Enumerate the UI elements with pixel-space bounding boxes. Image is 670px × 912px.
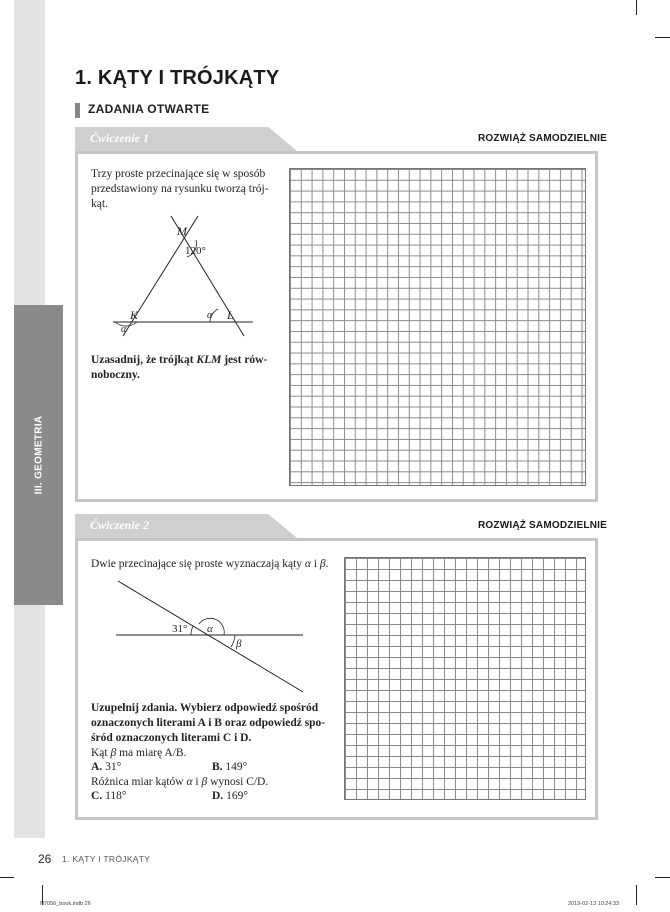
print-slug-date: 2019-02-13 10:24:33 xyxy=(568,901,620,907)
option-c[interactable] xyxy=(91,789,127,804)
q1-beta: β xyxy=(110,747,117,759)
exercise2-intro-beta: β xyxy=(319,558,326,570)
option-b[interactable] xyxy=(212,760,247,775)
exercise1-title: Ćwiczenie 1 xyxy=(90,131,149,145)
crop-mark xyxy=(636,0,637,15)
angle-arc-beta xyxy=(231,635,235,647)
q1-suffix: ma miarę A/B. xyxy=(116,747,187,759)
alpha-k-label: α xyxy=(121,324,127,335)
exercise2-title: Ćwiczenie 2 xyxy=(90,518,149,532)
vertex-m-label: M xyxy=(177,224,187,238)
option-d-label: D. xyxy=(212,790,224,802)
exercise1-triangle-figure xyxy=(105,212,265,337)
exercise1-task-triangle: KLM xyxy=(196,354,222,366)
exercise2-task xyxy=(91,701,341,746)
exercise2-mode: ROZWIĄŻ SAMODZIELNIE xyxy=(478,520,607,531)
exercise2-task-line: oznaczonych literami A i B oraz odpowiedź spo- xyxy=(91,717,326,729)
exercise1-task-prefix: Uzasadnij, że trójkąt xyxy=(91,354,197,366)
exercise1-task-suffix: jest rów- xyxy=(221,354,268,366)
exercise1-task xyxy=(91,353,281,383)
exercise1-mode: ROZWIĄŻ SAMODZIELNIE xyxy=(478,133,607,144)
exercise2-angles-figure xyxy=(110,575,310,700)
crop-mark xyxy=(636,885,637,905)
beta-label: β xyxy=(236,638,242,650)
exercise1-intro-line: Trzy proste przecinające się w sposób xyxy=(91,168,266,180)
section-label: ZADANIA OTWARTE xyxy=(88,102,210,116)
page-number: 26 xyxy=(38,852,52,866)
option-d-value: 169° xyxy=(226,790,248,802)
exercise2-intro-alpha: α xyxy=(304,558,311,570)
exercise2-question1 xyxy=(91,746,341,761)
q2-prefix: Różnica miar kątów xyxy=(91,776,187,788)
vertex-l-label: L xyxy=(227,308,234,322)
option-a[interactable] xyxy=(91,760,121,775)
crop-mark xyxy=(0,877,14,878)
angle-120-label: 120° xyxy=(185,245,206,257)
angle-31-label: 31° xyxy=(172,623,188,635)
alpha-label: α xyxy=(207,623,213,635)
q2-and: i xyxy=(192,776,202,788)
crop-mark xyxy=(655,37,670,38)
exercise1-intro xyxy=(91,167,281,212)
exercise2-task-line: Uzupełnij zdania. Wybierz odpowiedź spośród xyxy=(91,702,319,714)
option-a-label: A. xyxy=(91,761,103,773)
alpha-l-label: α xyxy=(207,310,213,321)
exercise1-answer-grid[interactable] xyxy=(289,168,586,486)
option-c-value: 118° xyxy=(105,790,127,802)
crop-mark xyxy=(655,877,670,878)
option-d[interactable] xyxy=(212,789,248,804)
slanted-line xyxy=(118,581,303,692)
option-b-value: 149° xyxy=(225,761,248,773)
angle-arc-31 xyxy=(191,626,193,635)
option-a-value: 31° xyxy=(105,761,122,773)
q2-alpha: α xyxy=(186,776,193,788)
q2-suffix: wynosi C/D. xyxy=(207,776,269,788)
exercise1-intro-line: przedstawiony na rysunku tworzą trój- xyxy=(91,183,269,195)
page-title: 1. KĄTY I TRÓJKĄTY xyxy=(75,67,280,89)
exercise2-intro-prefix: Dwie przecinające się proste wyznaczają kąty xyxy=(91,558,305,570)
running-title: 1. KĄTY I TRÓJKĄTY xyxy=(62,854,151,864)
exercise1-task-line2: noboczny. xyxy=(91,369,140,381)
exercise1-intro-line: kąt. xyxy=(91,198,108,210)
option-b-label: B. xyxy=(212,761,223,773)
exercise2-answer-grid[interactable] xyxy=(344,557,586,800)
q2-beta: β xyxy=(201,776,208,788)
section-marker xyxy=(75,103,80,118)
exercise2-intro-and: i xyxy=(310,558,320,570)
exercise2-intro-end: . xyxy=(325,558,329,570)
exercise2-question2 xyxy=(91,775,341,790)
exercise2-task-line: śród oznaczonych literami C i D. xyxy=(91,732,252,744)
q1-prefix: Kąt xyxy=(91,747,111,759)
option-c-label: C. xyxy=(91,790,103,802)
chapter-side-label: III. GEOMETRIA xyxy=(33,415,45,495)
exercise2-intro xyxy=(91,557,341,572)
vertex-k-label: K xyxy=(130,308,139,322)
print-slug-file: N7056_book.indb 26 xyxy=(40,901,91,907)
